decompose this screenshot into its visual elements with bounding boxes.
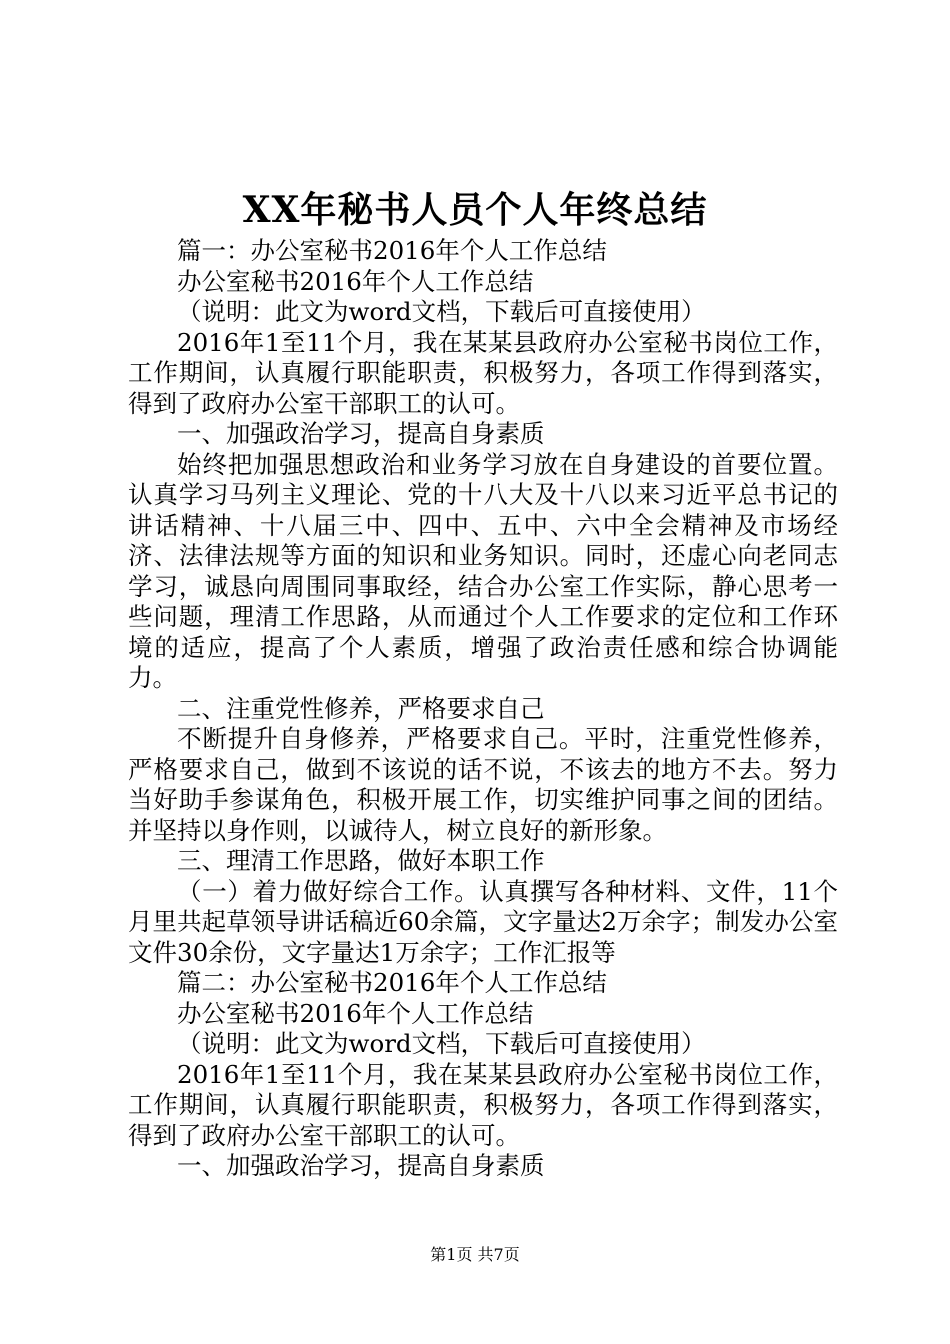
paragraph-part1-intro: 2016年1至11个月，我在某某县政府办公室秘书岗位工作，工作期间，认真履行职能职责，积极努力，各项工作得到落实，得到了政府办公室干部职工的认可。 (128, 327, 838, 418)
paragraph-part2-heading: 篇二：办公室秘书2016年个人工作总结 (177, 968, 607, 997)
paragraph-part2-intro: 2016年1至11个月，我在某某县政府办公室秘书岗位工作，工作期间，认真履行职能职责，积极努力，各项工作得到落实，得到了政府办公室干部职工的认可。 (128, 1059, 838, 1150)
page-number-footer: 第1页 共7页 (430, 1245, 520, 1264)
paragraph-section-2-body: 不断提升自身修养，严格要求自己。平时，注重党性修养，严格要求自己，做到不该说的话不说，不该去的地方不去。努力当好助手参谋角色，积极开展工作，切实维护同事之间的团结。并坚持以身作则，以诚待人，树立良好的新形象。 (128, 724, 838, 845)
paragraph-part1-subtitle: 办公室秘书2016年个人工作总结 (177, 266, 534, 296)
paragraph-part2-note: （说明：此文为word文档，下载后可直接使用） (177, 1029, 706, 1058)
paragraph-section-1-body: 始终把加强思想政治和业务学习放在自身建设的首要位置。认真学习马列主义理论、党的十八大及十八以来习近平总书记的讲话精神、十八届三中、四中、五中、六中全会精神及市场经济、法律法规等方面的知识和业务知识。同时，还虚心向老同志学习，诚恳向周围同事取经，结合办公室工作实际，静心思考一些问题，理清工作思路，从而通过个人工作要求的定位和工作环境的适应，提高了个人素质，增强了政治责任感和综合协调能力。 (128, 449, 838, 692)
paragraph-part1-heading: 篇一：办公室秘书2016年个人工作总结 (177, 236, 607, 265)
document-title: XX年秘书人员个人年终总结 (242, 189, 708, 231)
paragraph-section-3-heading: 三、理清工作思路，做好本职工作 (177, 846, 545, 875)
paragraph-section-1-heading: 一、加强政治学习，提高自身素质 (177, 419, 545, 448)
document-body (128, 236, 838, 1182)
paragraph-section-2-heading: 二、注重党性修养，严格要求自己 (177, 693, 545, 723)
paragraph-part1-note: （说明：此文为word文档，下载后可直接使用） (177, 297, 706, 326)
paragraph-part2-section-1-heading: 一、加强政治学习，提高自身素质 (177, 1151, 545, 1180)
paragraph-part2-subtitle: 办公室秘书2016年个人工作总结 (177, 998, 534, 1028)
paragraph-section-3-body: （一）着力做好综合工作。认真撰写各种材料、文件，11个月里共起草领导讲话稿近60余篇，文字量达2万余字；制发办公室文件30余份，文字量达1万余字；工作汇报等 (128, 876, 838, 967)
